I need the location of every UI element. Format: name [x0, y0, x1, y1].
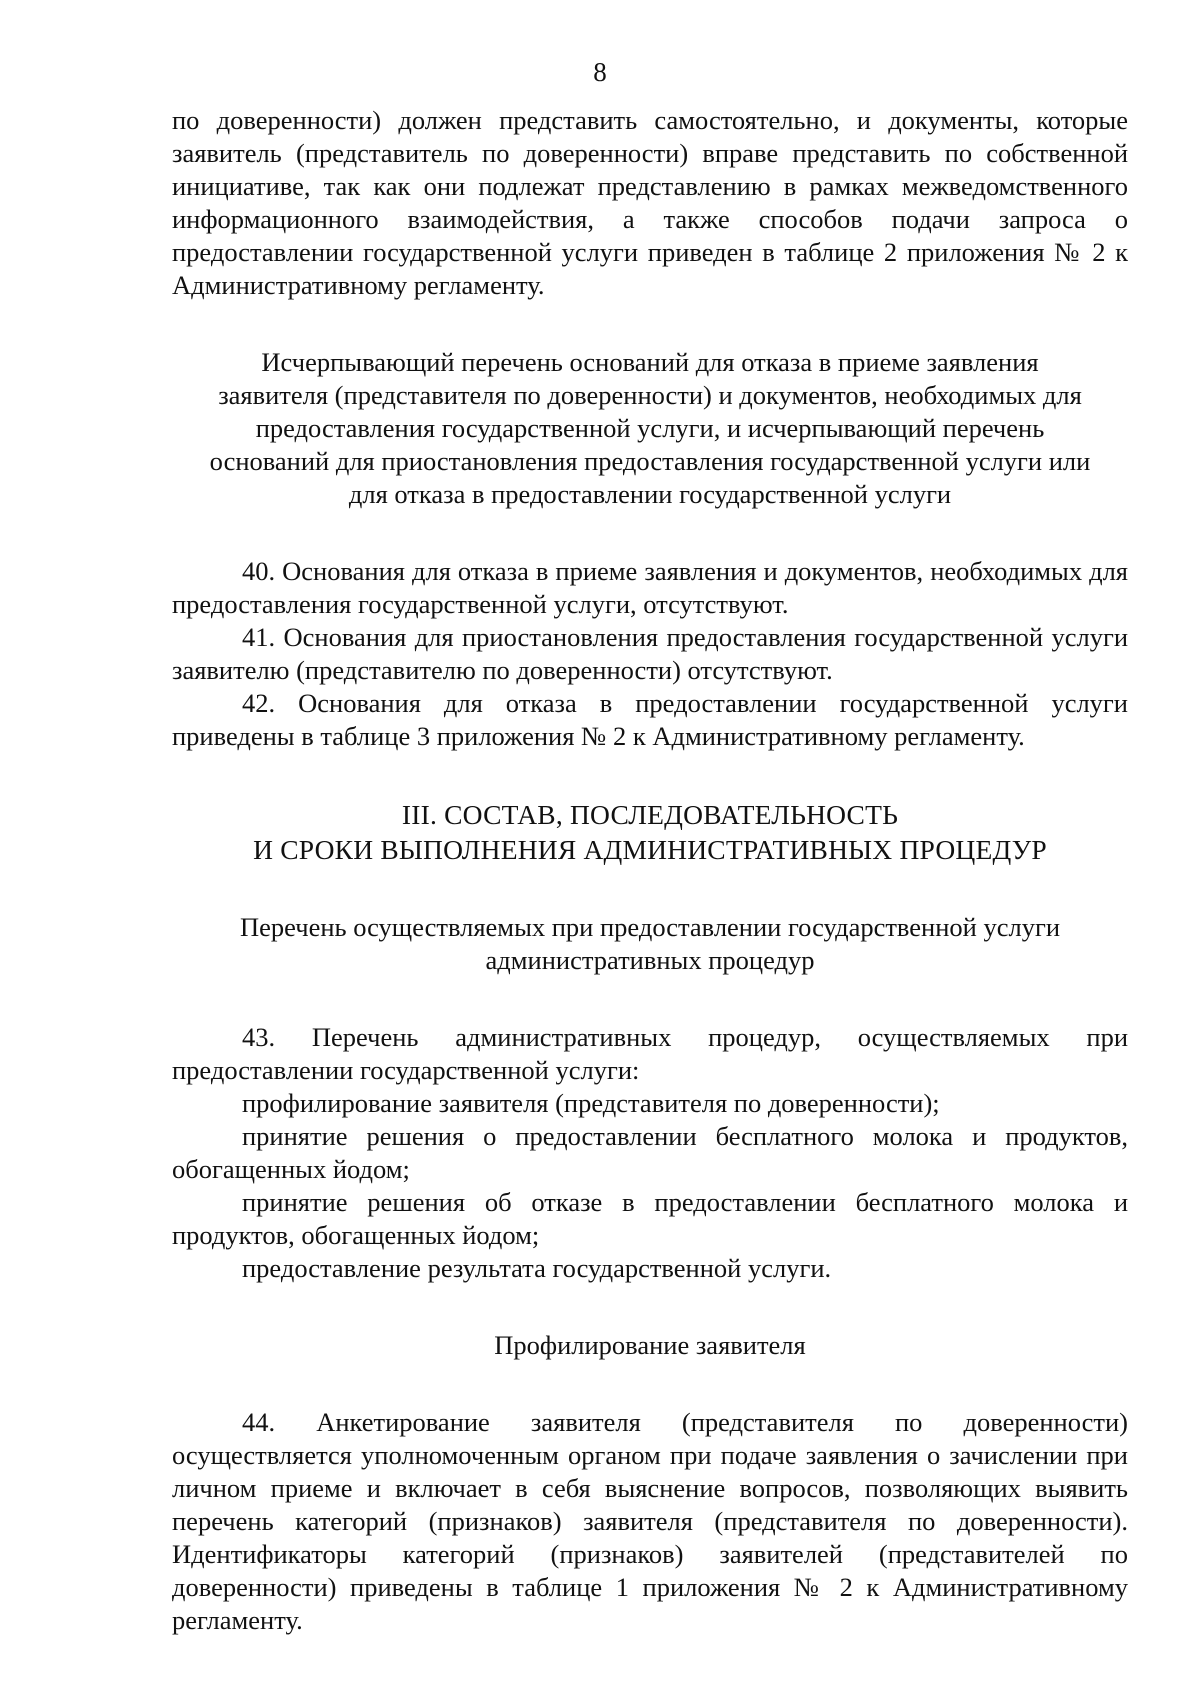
- page-number: 8: [593, 57, 607, 87]
- spacer: [172, 302, 1128, 346]
- procedure-item: принятие решения о предоставлении бесплатного молока и продуктов, обогащенных йодом;: [172, 1121, 1128, 1184]
- spacer: [172, 867, 1128, 911]
- section-title-line: III. СОСТАВ, ПОСЛЕДОВАТЕЛЬНОСТЬ: [401, 799, 899, 830]
- paragraph-41: 41. Основания для приостановления предоставления государственной услуги заявителю (представителю по доверенности) отсутствуют.: [172, 622, 1128, 685]
- paragraph-42: 42. Основания для отказа в предоставлении государственной услуги приведены в таблице 3 приложения № 2 к Административному регламенту.: [172, 688, 1128, 751]
- heading-refusal-grounds: [172, 346, 1128, 511]
- heading-procedures-list: [172, 911, 1128, 977]
- heading-line: оснований для приостановления предоставления государственной услуги или: [209, 446, 1091, 476]
- heading-line: предоставления государственной услуги, и исчерпывающий перечень: [255, 413, 1045, 443]
- section-title-iii: [172, 797, 1128, 867]
- section-title-line: И СРОКИ ВЫПОЛНЕНИЯ АДМИНИСТРАТИВНЫХ ПРОЦЕДУР: [253, 834, 1047, 865]
- heading-line: административных процедур: [485, 945, 815, 975]
- procedure-item: принятие решения об отказе в предоставлении бесплатного молока и продуктов, обогащенных йодом;: [172, 1187, 1128, 1250]
- spacer: [172, 977, 1128, 1021]
- heading-line: Исчерпывающий перечень оснований для отказа в приеме заявления: [261, 347, 1039, 377]
- procedure-item: предоставление результата государственной услуги.: [242, 1253, 832, 1283]
- document-body: [172, 104, 1128, 1637]
- heading-line: Перечень осуществляемых при предоставлении государственной услуги: [239, 912, 1060, 942]
- heading-profiling: Профилирование заявителя: [494, 1330, 806, 1360]
- spacer: [172, 1285, 1128, 1329]
- paragraph-40: 40. Основания для отказа в приеме заявления и документов, необходимых для предоставления государственной услуги, отсутствуют.: [172, 556, 1128, 619]
- spacer: [172, 1362, 1128, 1406]
- procedure-item: профилирование заявителя (представителя по доверенности);: [242, 1088, 940, 1118]
- spacer: [172, 753, 1128, 797]
- paragraph-43: 43. Перечень административных процедур, осуществляемых при предоставлении государственной услуги:: [172, 1022, 1128, 1085]
- paragraph-44: 44. Анкетирование заявителя (представителя по доверенности) осуществляется уполномоченным органом при подаче заявления о зачислении при личном приеме и включает в себя выяснение вопросов, позволяющих выявить перечень категорий (признаков) заявителя (представителя по доверенности). Идентификаторы категорий (признаков) заявителей (представителей по доверенности) приведены в таблице 1 приложения № 2 к Административному регламенту.: [172, 1407, 1128, 1635]
- spacer: [172, 511, 1128, 555]
- heading-line: для отказа в предоставлении государственной услуги: [348, 479, 952, 509]
- intro-paragraph: по доверенности) должен представить самостоятельно, и документы, которые заявитель (представитель по доверенности) вправе представить по собственной инициативе, так как они подлежат представлению в рамках межведомственного информационного взаимодействия, а также способов подачи запроса о предоставлении государственной услуги приведен в таблице 2 приложения № 2 к Административному регламенту.: [172, 105, 1128, 300]
- heading-line: заявителя (представителя по доверенности) и документов, необходимых для: [218, 380, 1082, 410]
